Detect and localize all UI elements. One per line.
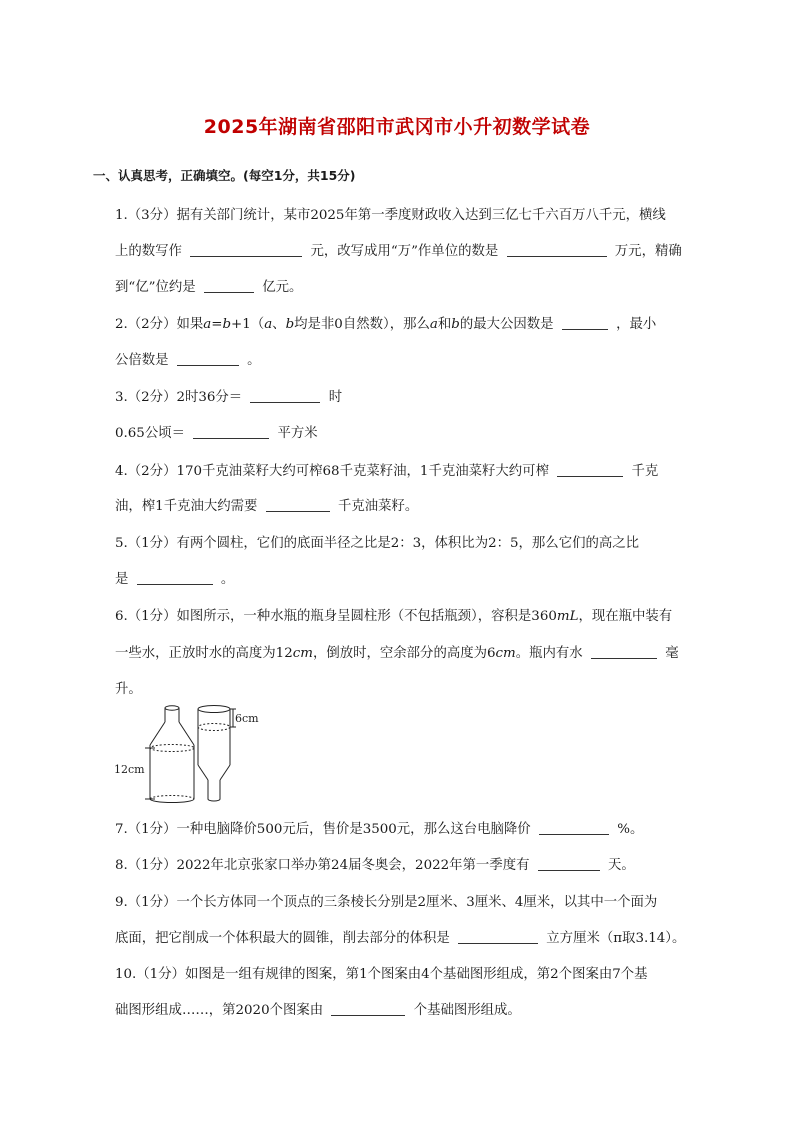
q8-answer-blank[interactable] bbox=[538, 857, 600, 871]
q5-text: 是 bbox=[115, 572, 129, 587]
question-6-line-2 bbox=[115, 642, 679, 661]
question-6-line-3: 升。 bbox=[115, 682, 142, 697]
q1-text: 上的数写作 bbox=[115, 244, 182, 259]
q7-answer-blank[interactable] bbox=[539, 821, 609, 835]
var-b: b bbox=[285, 317, 295, 332]
q3-text: 平方米 bbox=[277, 426, 318, 441]
unit-ml: mL bbox=[556, 609, 579, 624]
var-b: b bbox=[451, 317, 460, 332]
q3-answer-blank-2[interactable] bbox=[193, 425, 269, 439]
q2-text: 的最大公因数是 bbox=[459, 317, 554, 332]
q10-text: 础图形组成……，第2020个图案由 bbox=[115, 1003, 324, 1018]
upright-bottle bbox=[150, 706, 194, 803]
q3-text: 3.（2分）2时36分＝ bbox=[115, 390, 243, 405]
q6-text: 毫 bbox=[665, 646, 679, 661]
q4-text: 千克油菜籽。 bbox=[337, 499, 419, 514]
q2-text: 、 bbox=[272, 317, 286, 332]
question-5-line-1: 5.（1分）有两个圆柱，它们的底面半径之比是2：3，体积比为2：5，那么它们的高之比 bbox=[115, 536, 640, 551]
q2-text: 和 bbox=[437, 317, 452, 332]
inverted-bottle bbox=[198, 706, 230, 802]
height-dimension-12cm bbox=[145, 748, 155, 799]
var-b: b bbox=[222, 317, 232, 332]
question-3-line-1 bbox=[115, 386, 342, 405]
q4-text: 4.（2分）170千克油菜籽大约可榨68千克菜籽油，1千克油菜籽大约可榨 bbox=[115, 464, 549, 479]
question-2-line-2 bbox=[115, 349, 260, 368]
q1-text: 万元，精确 bbox=[614, 244, 682, 259]
var-a: a bbox=[203, 317, 212, 332]
q10-answer-blank[interactable] bbox=[331, 1002, 405, 1016]
question-1-line-2 bbox=[115, 240, 682, 259]
question-9-line-1: 9.（1分）一个长方体同一个顶点的三条棱长分别是2厘米、3厘米、4厘米，以其中一个面为 bbox=[115, 895, 658, 910]
q2-text: 。 bbox=[247, 353, 261, 368]
question-1-line-1: 1.（3分）据有关部门统计，某市2025年第一季度财政收入达到三亿七千六百万八千元，横线 bbox=[115, 208, 666, 223]
q1-text: 元，改写成用“万”作单位的数是 bbox=[310, 244, 499, 259]
q6-text: 一些水，正放时水的高度为12 bbox=[115, 646, 293, 661]
q9-text: 立方厘米（π取3.14）。 bbox=[546, 931, 686, 946]
q3-answer-blank-1[interactable] bbox=[250, 389, 320, 403]
q5-text: 。 bbox=[220, 572, 235, 587]
question-6-line-1 bbox=[115, 605, 672, 624]
q9-text: 底面，把它削成一个体积最大的圆锥，削去部分的体积是 bbox=[115, 931, 450, 946]
q6-text: ，倒放时，空余部分的高度为6 bbox=[312, 646, 496, 661]
q2-answer-blank-2[interactable] bbox=[177, 352, 239, 366]
q4-answer-blank-1[interactable] bbox=[557, 463, 623, 477]
q5-answer-blank[interactable] bbox=[137, 571, 213, 585]
question-10-line-1: 10.（1分）如图是一组有规律的图案，第1个图案由4个基础图形组成，第2个图案由7个基 bbox=[115, 967, 648, 982]
bottle-figure bbox=[112, 700, 312, 810]
q3-text: 时 bbox=[328, 390, 343, 405]
q4-text: 油，榨1千克油大约需要 bbox=[115, 499, 258, 514]
q8-text: 天。 bbox=[608, 858, 635, 873]
q2-text: 公倍数是 bbox=[115, 353, 169, 368]
label-6cm: 6cm bbox=[235, 712, 259, 725]
q8-text: 8.（1分）2022年北京张家口举办第24届冬奥会，2022年第一季度有 bbox=[115, 858, 530, 873]
question-4-line-1 bbox=[115, 460, 658, 479]
q2-text: 2.（2分）如果 bbox=[115, 317, 204, 332]
var-a: a bbox=[264, 317, 273, 332]
question-8-line-1 bbox=[115, 854, 635, 873]
question-10-line-2 bbox=[115, 999, 521, 1018]
q6-text: ，现在瓶中装有 bbox=[578, 609, 673, 624]
q7-text: 7.（1分）一种电脑降价500元后，售价是3500元，那么这台电脑降价 bbox=[115, 822, 531, 837]
q6-text: 。瓶内有水 bbox=[515, 646, 583, 661]
label-12cm: 12cm bbox=[114, 763, 145, 776]
q2-text: = bbox=[211, 317, 223, 332]
q3-text: 0.65公顷＝ bbox=[115, 426, 185, 441]
question-2-line-1 bbox=[115, 313, 656, 332]
q10-text: 个基础图形组成。 bbox=[413, 1003, 521, 1018]
question-7-line-1 bbox=[115, 818, 643, 837]
q1-text: 亿元。 bbox=[262, 280, 303, 295]
page-title: 2025年湖南省邵阳市武冈市小升初数学试卷 bbox=[203, 116, 591, 138]
q2-text: 均是非0自然数），那么 bbox=[294, 317, 430, 332]
question-1-line-3 bbox=[115, 276, 302, 295]
q6-answer-blank[interactable] bbox=[591, 645, 657, 659]
q4-text: 千克 bbox=[631, 464, 659, 479]
question-9-line-2 bbox=[115, 927, 685, 946]
var-a: a bbox=[429, 317, 438, 332]
q1-answer-blank-3[interactable] bbox=[204, 279, 254, 293]
q4-answer-blank-2[interactable] bbox=[266, 498, 330, 512]
q1-answer-blank-2[interactable] bbox=[507, 243, 607, 257]
q7-text: %。 bbox=[617, 822, 644, 837]
q9-answer-blank[interactable] bbox=[458, 930, 538, 944]
q2-text: +1（ bbox=[231, 317, 265, 332]
question-5-line-2 bbox=[115, 568, 234, 587]
question-4-line-2 bbox=[115, 495, 418, 514]
q2-answer-blank-1[interactable] bbox=[562, 316, 608, 330]
q1-answer-blank-1[interactable] bbox=[190, 243, 302, 257]
section-heading: 一、认真思考，正确填空。(每空1分，共15分) bbox=[93, 168, 356, 183]
q1-text: 到“亿”位约是 bbox=[115, 280, 196, 295]
q6-text: 6.（1分）如图所示，一种水瓶的瓶身呈圆柱形（不包括瓶颈），容积是360 bbox=[115, 609, 557, 624]
unit-cm: cm bbox=[495, 646, 516, 661]
q2-text: ，最小 bbox=[616, 317, 657, 332]
question-3-line-2 bbox=[115, 422, 318, 441]
unit-cm: cm bbox=[292, 646, 313, 661]
